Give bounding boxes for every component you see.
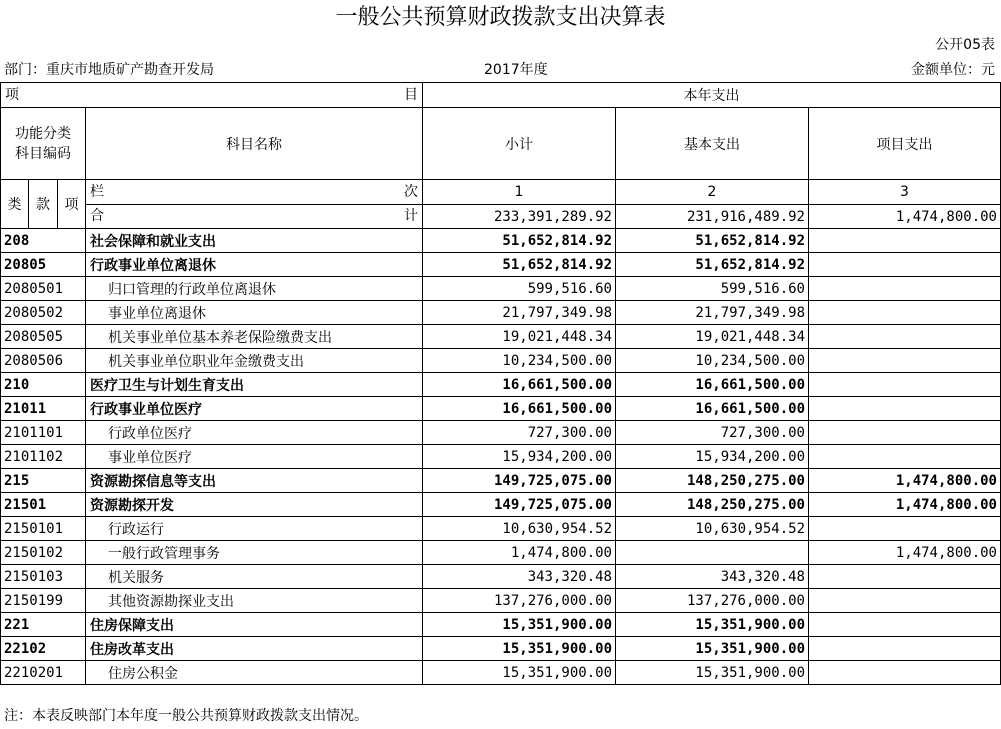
amount-unit: 金额单位：元 [911, 62, 995, 78]
row-subtotal: 1,474,800.00 [423, 541, 616, 565]
col-index-1: 1 [423, 180, 616, 205]
table-row [1, 637, 1001, 661]
row-basic: 15,934,200.00 [616, 445, 809, 469]
row-project [809, 277, 1001, 301]
header-func-code-line2: 科目编码 [15, 145, 71, 162]
row-code: 2080505 [1, 325, 86, 349]
row-name: 住房公积金 [86, 661, 423, 685]
header-mu: 目 [404, 87, 418, 103]
row-subtotal: 10,630,954.52 [423, 517, 616, 541]
row-project [809, 589, 1001, 613]
row-project [809, 397, 1001, 421]
form-number: 公开05表 [935, 37, 995, 53]
row-name: 行政事业单位医疗 [86, 397, 423, 421]
row-subtotal: 16,661,500.00 [423, 397, 616, 421]
footnote: 注：本表反映部门本年度一般公共预算财政拨款支出情况。 [4, 708, 368, 724]
row-code: 2150102 [1, 541, 86, 565]
row-code: 2150199 [1, 589, 86, 613]
row-name: 医疗卫生与计划生育支出 [86, 373, 423, 397]
row-name: 住房改革支出 [86, 637, 423, 661]
table-row [1, 445, 1001, 469]
row-basic: 16,661,500.00 [616, 397, 809, 421]
row-subtotal: 599,516.60 [423, 277, 616, 301]
row-basic: 15,351,900.00 [616, 613, 809, 637]
table-row [1, 517, 1001, 541]
row-subtotal: 149,725,075.00 [423, 493, 616, 517]
total-label-cell [86, 205, 423, 229]
header-subtotal: 小计 [423, 108, 616, 180]
header-kuan: 款 [29, 180, 58, 229]
total-he: 合 [90, 208, 104, 224]
row-name: 一般行政管理事务 [86, 541, 423, 565]
header-func-code-line1: 功能分类 [15, 125, 71, 142]
table-row [1, 493, 1001, 517]
table-row [1, 325, 1001, 349]
row-project [809, 421, 1001, 445]
row-subtotal: 727,300.00 [423, 421, 616, 445]
row-subtotal: 19,021,448.34 [423, 325, 616, 349]
row-code: 21501 [1, 493, 86, 517]
total-basic: 231,916,489.92 [616, 205, 809, 229]
header-ci: 次 [404, 184, 418, 200]
row-code: 2080501 [1, 277, 86, 301]
row-project: 1,474,800.00 [809, 493, 1001, 517]
row-subtotal: 10,234,500.00 [423, 349, 616, 373]
row-name: 行政事业单位离退休 [86, 253, 423, 277]
table-row [1, 421, 1001, 445]
row-name: 机关服务 [86, 565, 423, 589]
row-code: 2150103 [1, 565, 86, 589]
header-lei: 类 [1, 180, 29, 229]
row-project [809, 301, 1001, 325]
row-code: 2101102 [1, 445, 86, 469]
row-project [809, 253, 1001, 277]
department-label: 部门：重庆市地质矿产勘查开发局 [4, 62, 214, 78]
row-subtotal: 21,797,349.98 [423, 301, 616, 325]
row-subtotal: 149,725,075.00 [423, 469, 616, 493]
table-row [1, 301, 1001, 325]
row-basic: 51,652,814.92 [616, 253, 809, 277]
row-subtotal: 15,934,200.00 [423, 445, 616, 469]
header-current-year: 本年支出 [423, 83, 1001, 108]
row-basic [616, 541, 809, 565]
row-name: 机关事业单位基本养老保险缴费支出 [86, 325, 423, 349]
header-xiang2: 项 [58, 180, 86, 229]
row-project [809, 517, 1001, 541]
row-name: 社会保障和就业支出 [86, 229, 423, 253]
row-basic: 15,351,900.00 [616, 637, 809, 661]
row-basic: 10,630,954.52 [616, 517, 809, 541]
row-basic: 21,797,349.98 [616, 301, 809, 325]
fiscal-year: 2017年度 [484, 62, 548, 78]
table-row [1, 253, 1001, 277]
table-row [1, 469, 1001, 493]
row-subtotal: 51,652,814.92 [423, 229, 616, 253]
row-basic: 51,652,814.92 [616, 229, 809, 253]
header-func-code [1, 108, 86, 180]
table-row [1, 349, 1001, 373]
row-project: 1,474,800.00 [809, 541, 1001, 565]
row-basic: 137,276,000.00 [616, 589, 809, 613]
total-project: 1,474,800.00 [809, 205, 1001, 229]
row-basic: 10,234,500.00 [616, 349, 809, 373]
row-code: 215 [1, 469, 86, 493]
row-project [809, 373, 1001, 397]
row-subtotal: 343,320.48 [423, 565, 616, 589]
table-row [1, 661, 1001, 685]
row-project [809, 661, 1001, 685]
col-index-3: 3 [809, 180, 1001, 205]
row-name: 资源勘探信息等支出 [86, 469, 423, 493]
row-basic: 148,250,275.00 [616, 469, 809, 493]
row-project [809, 565, 1001, 589]
row-basic: 19,021,448.34 [616, 325, 809, 349]
row-name: 事业单位医疗 [86, 445, 423, 469]
row-subtotal: 16,661,500.00 [423, 373, 616, 397]
row-subtotal: 15,351,900.00 [423, 613, 616, 637]
expenditure-table [0, 82, 1001, 685]
row-project [809, 349, 1001, 373]
row-name: 行政运行 [86, 517, 423, 541]
row-basic: 15,351,900.00 [616, 661, 809, 685]
row-project [809, 613, 1001, 637]
row-code: 22102 [1, 637, 86, 661]
row-name: 行政单位医疗 [86, 421, 423, 445]
row-name: 资源勘探开发 [86, 493, 423, 517]
row-basic: 343,320.48 [616, 565, 809, 589]
row-code: 20805 [1, 253, 86, 277]
header-xiang: 项 [5, 87, 19, 103]
table-row [1, 277, 1001, 301]
header-subject-name: 科目名称 [86, 108, 423, 180]
header-lan: 栏 [90, 184, 104, 200]
row-project: 1,474,800.00 [809, 469, 1001, 493]
row-basic: 148,250,275.00 [616, 493, 809, 517]
table-row [1, 541, 1001, 565]
row-basic: 727,300.00 [616, 421, 809, 445]
row-subtotal: 51,652,814.92 [423, 253, 616, 277]
row-name: 归口管理的行政单位离退休 [86, 277, 423, 301]
row-code: 2150101 [1, 517, 86, 541]
table-row [1, 565, 1001, 589]
row-name: 住房保障支出 [86, 613, 423, 637]
row-subtotal: 15,351,900.00 [423, 637, 616, 661]
row-project [809, 325, 1001, 349]
total-ji: 计 [404, 208, 418, 224]
row-subtotal: 15,351,900.00 [423, 661, 616, 685]
report-title: 一般公共预算财政拨款支出决算表 [335, 5, 666, 30]
col-index-2: 2 [616, 180, 809, 205]
table-row [1, 397, 1001, 421]
row-name: 其他资源勘探业支出 [86, 589, 423, 613]
row-code: 2210201 [1, 661, 86, 685]
table-row [1, 589, 1001, 613]
lanci-cell [86, 180, 423, 205]
header-project: 项目支出 [809, 108, 1001, 180]
row-code: 2080506 [1, 349, 86, 373]
row-code: 208 [1, 229, 86, 253]
row-code: 21011 [1, 397, 86, 421]
table-row [1, 613, 1001, 637]
header-item-cell [1, 83, 423, 108]
table-row [1, 229, 1001, 253]
row-basic: 599,516.60 [616, 277, 809, 301]
row-code: 2101101 [1, 421, 86, 445]
row-name: 事业单位离退休 [86, 301, 423, 325]
row-code: 221 [1, 613, 86, 637]
row-code: 2080502 [1, 301, 86, 325]
row-subtotal: 137,276,000.00 [423, 589, 616, 613]
row-project [809, 229, 1001, 253]
table-row [1, 373, 1001, 397]
header-basic: 基本支出 [616, 108, 809, 180]
row-code: 210 [1, 373, 86, 397]
row-project [809, 637, 1001, 661]
total-subtotal: 233,391,289.92 [423, 205, 616, 229]
row-project [809, 445, 1001, 469]
row-name: 机关事业单位职业年金缴费支出 [86, 349, 423, 373]
row-basic: 16,661,500.00 [616, 373, 809, 397]
